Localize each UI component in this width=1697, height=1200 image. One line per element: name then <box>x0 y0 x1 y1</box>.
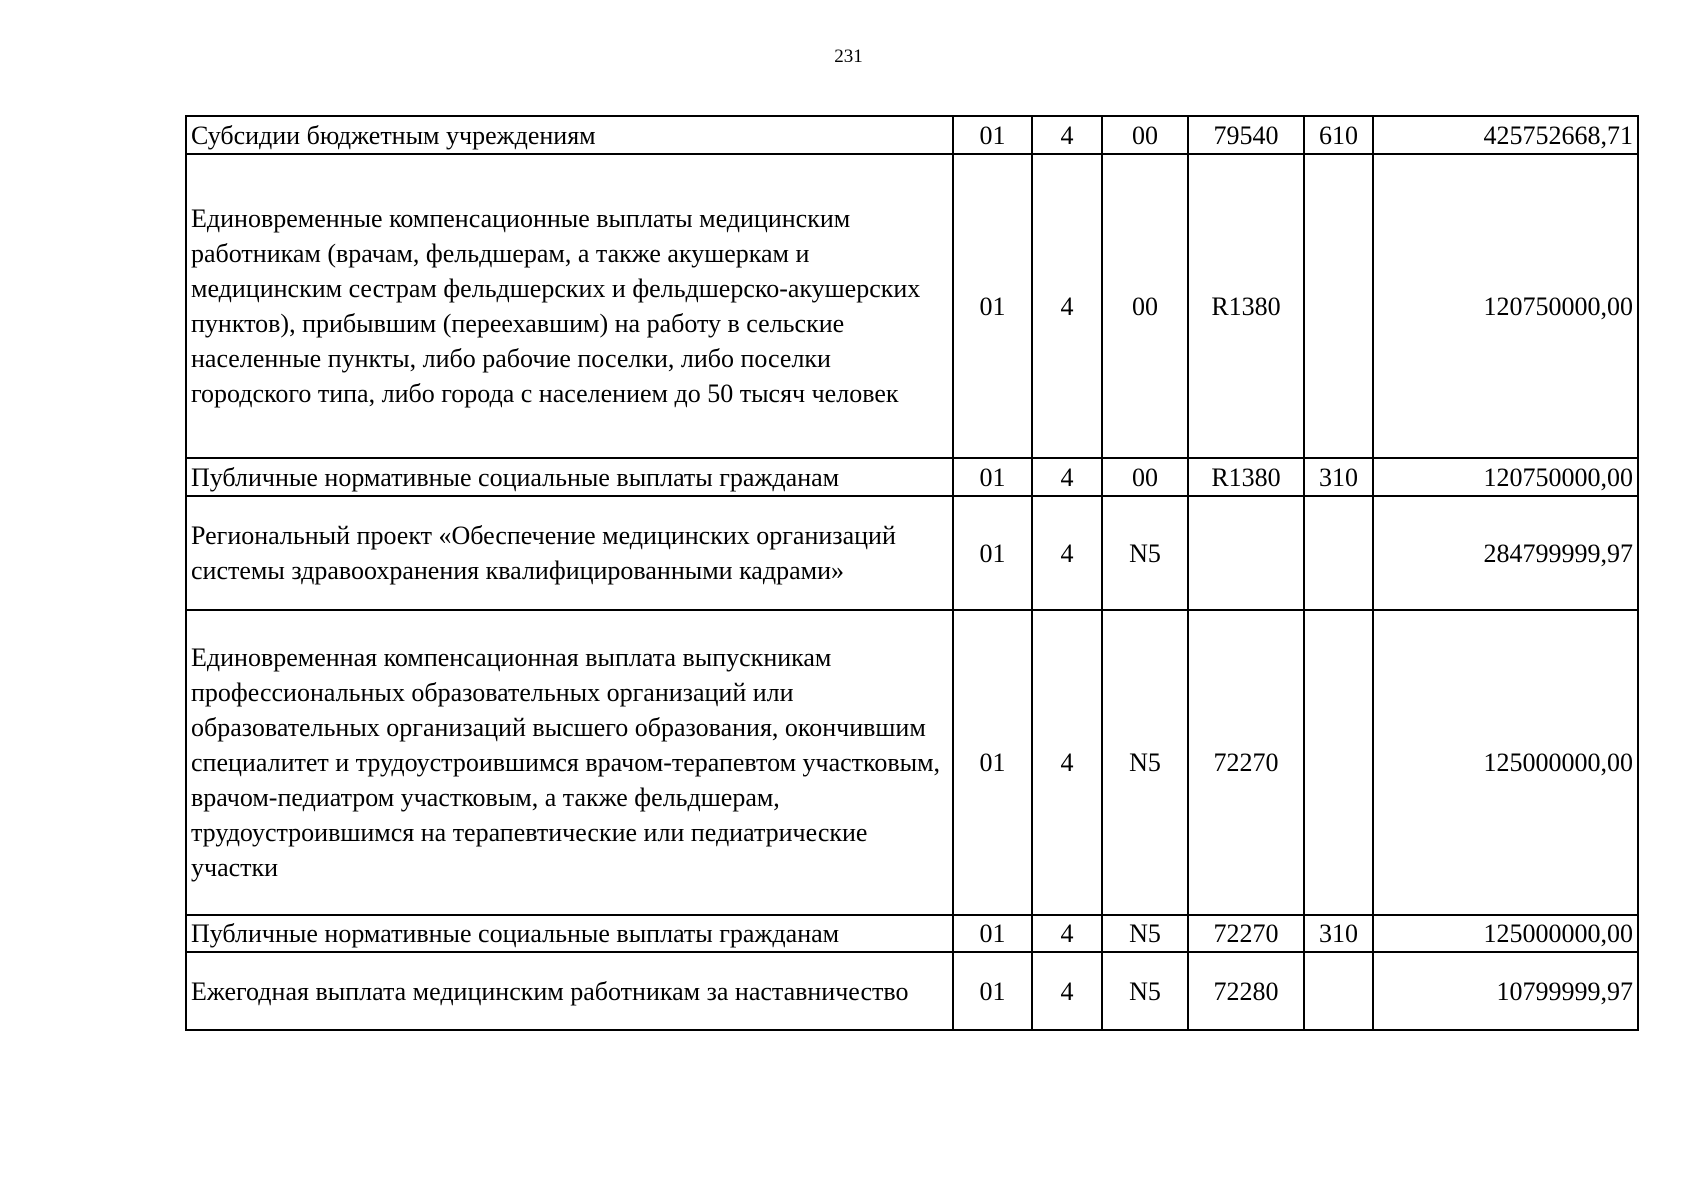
section-code: 01 <box>953 458 1032 496</box>
program-code: 4 <box>1032 915 1102 952</box>
subprogram-code: 00 <box>1102 458 1188 496</box>
amount: 425752668,71 <box>1373 116 1638 154</box>
expense-type-code <box>1304 496 1373 610</box>
expense-type-code <box>1304 952 1373 1030</box>
amount: 284799999,97 <box>1373 496 1638 610</box>
direction-code: R1380 <box>1188 154 1304 458</box>
table-row <box>186 458 1638 496</box>
program-code: 4 <box>1032 610 1102 915</box>
row-name: Единовременные компенсационные выплаты медицинским работникам (врачам, фельдшерам, а также акушеркам и медицинским сестрам фельдшерских и фельдшерско-акушерских пунктов), прибывшим (переехавшим) на работу в сельские населенные пункты, либо рабочие поселки, либо поселки городского типа, либо города с населением до 50 тысяч человек <box>186 154 953 458</box>
amount: 120750000,00 <box>1373 458 1638 496</box>
table-row <box>186 496 1638 610</box>
subprogram-code: N5 <box>1102 915 1188 952</box>
subprogram-code: 00 <box>1102 154 1188 458</box>
section-code: 01 <box>953 915 1032 952</box>
program-code: 4 <box>1032 458 1102 496</box>
section-code: 01 <box>953 496 1032 610</box>
amount: 125000000,00 <box>1373 915 1638 952</box>
subprogram-code: N5 <box>1102 610 1188 915</box>
row-name: Субсидии бюджетным учреждениям <box>186 116 953 154</box>
direction-code: R1380 <box>1188 458 1304 496</box>
subprogram-code: N5 <box>1102 952 1188 1030</box>
row-name: Региональный проект «Обеспечение медицинских организаций системы здравоохранения квалифицированными кадрами» <box>186 496 953 610</box>
expense-type-code <box>1304 154 1373 458</box>
amount: 10799999,97 <box>1373 952 1638 1030</box>
amount: 120750000,00 <box>1373 154 1638 458</box>
budget-table <box>185 115 1639 1031</box>
page-number: 231 <box>834 46 863 67</box>
section-code: 01 <box>953 952 1032 1030</box>
section-code: 01 <box>953 116 1032 154</box>
expense-type-code: 610 <box>1304 116 1373 154</box>
row-name: Публичные нормативные социальные выплаты гражданам <box>186 915 953 952</box>
direction-code: 72270 <box>1188 915 1304 952</box>
program-code: 4 <box>1032 116 1102 154</box>
expense-type-code <box>1304 610 1373 915</box>
subprogram-code: 00 <box>1102 116 1188 154</box>
row-name: Ежегодная выплата медицинским работникам за наставничество <box>186 952 953 1030</box>
row-name: Единовременная компенсационная выплата выпускникам профессиональных образовательных организаций или образовательных организаций высшего образования, окончившим специалитет и трудоустроившимся врачом-терапевтом участковым, врачом-педиатром участковым, а также фельдшерам, трудоустроившимся на терапевтические или педиатрические участки <box>186 610 953 915</box>
table-row <box>186 154 1638 458</box>
table-row <box>186 116 1638 154</box>
program-code: 4 <box>1032 154 1102 458</box>
table-row <box>186 952 1638 1030</box>
expense-type-code: 310 <box>1304 915 1373 952</box>
section-code: 01 <box>953 610 1032 915</box>
direction-code: 72280 <box>1188 952 1304 1030</box>
amount: 125000000,00 <box>1373 610 1638 915</box>
program-code: 4 <box>1032 496 1102 610</box>
subprogram-code: N5 <box>1102 496 1188 610</box>
section-code: 01 <box>953 154 1032 458</box>
direction-code: 72270 <box>1188 610 1304 915</box>
table-row <box>186 610 1638 915</box>
table-row <box>186 915 1638 952</box>
direction-code <box>1188 496 1304 610</box>
program-code: 4 <box>1032 952 1102 1030</box>
expense-type-code: 310 <box>1304 458 1373 496</box>
row-name: Публичные нормативные социальные выплаты гражданам <box>186 458 953 496</box>
direction-code: 79540 <box>1188 116 1304 154</box>
